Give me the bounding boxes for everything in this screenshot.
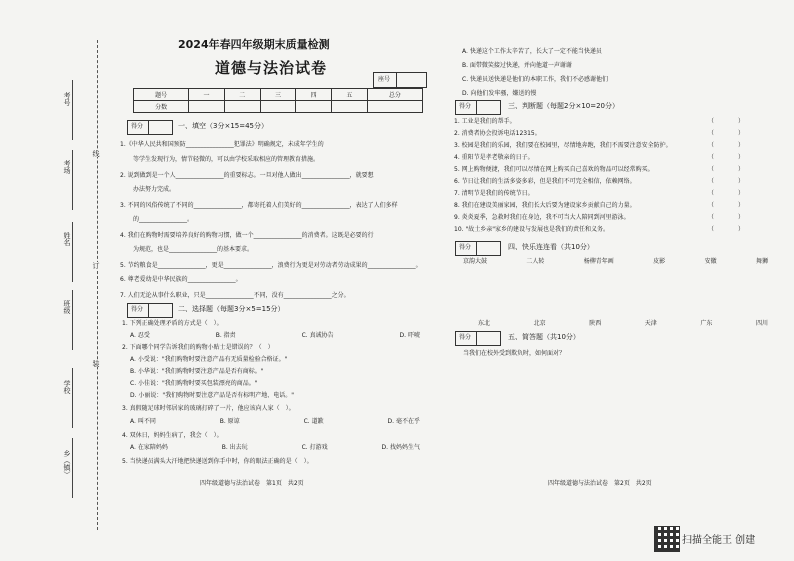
score-table	[133, 88, 423, 113]
question-text: 2. 下面哪个同学告诉我们的购物小贴士是错误的？（ ）	[122, 344, 274, 351]
binding-label-school: 学校	[63, 380, 71, 394]
score-header-cell: 一	[189, 89, 225, 101]
section2-title: 二、选择题（每题3分×5=15分）	[178, 305, 285, 313]
question-text: 7. 人们无论从事什么职业，只是________________不同，没有________________之分。	[120, 292, 350, 299]
option: C. 快递员送快递是他们的本职工作，我们不必感谢他们	[462, 76, 609, 83]
judgement-text: 3. 校园是我们的乐园，我们要在校园里，尽情地奔跑，我们不需要注意安全防护。	[454, 142, 672, 149]
option: C. 小佳说："我们购物时要买包装漂亮的商品。"	[130, 380, 258, 387]
option: D. 小丽说："我们购物时要注意产品是否有标明产地、电话。"	[130, 392, 294, 399]
section1-title: 一、填空（3分×15=45分）	[178, 122, 268, 130]
score-header-cell: 二	[224, 89, 260, 101]
section2-score-box	[127, 303, 173, 318]
match-item-bottom: 广东	[700, 320, 713, 327]
option: B. 指责	[215, 332, 236, 339]
question-text: 5. 当快递员满头大汗地把快递送到你手中时，你的眼法正确的是（ ）。	[122, 458, 313, 465]
page2-footer: 四年级道德与法治试卷 第2页 共2页	[548, 480, 652, 487]
answer-paren[interactable]: （ ）	[707, 142, 744, 149]
score-box-label: 得分	[459, 334, 472, 341]
option: B. 出去玩	[221, 444, 248, 451]
binding-line	[72, 368, 73, 428]
option: C. 真诚协告	[301, 332, 334, 339]
judgement-item	[454, 226, 744, 238]
answer-paren[interactable]: （ ）	[707, 214, 744, 221]
option: A. 忍受	[130, 332, 150, 339]
question-text: 办法努力完成。	[133, 186, 176, 193]
answer-paren[interactable]: （ ）	[707, 190, 744, 197]
score-box-label: 得分	[459, 244, 472, 251]
score-header-cell: 五	[332, 89, 368, 101]
option: C. 打游戏	[301, 444, 328, 451]
question-text: 4. 双休日，妈妈生病了，我会（ ）。	[122, 432, 223, 439]
option: D. 找妈妈生气	[381, 444, 420, 451]
judgement-text: 1. 工业是我们的帮手。	[454, 118, 516, 125]
section3-title: 三、判断题（每题2分×10=20分）	[508, 102, 619, 110]
option: C. 道歉	[303, 418, 324, 425]
judgement-list	[454, 118, 744, 238]
answer-paren[interactable]: （ ）	[707, 166, 744, 173]
judgement-item	[454, 214, 744, 226]
option: B. 面带微笑接过快递，并向他道一声谢谢	[462, 62, 572, 69]
binding-label-exam-room: 考场	[63, 160, 71, 174]
section4-score-box	[455, 241, 501, 256]
section1-score-box	[127, 120, 173, 135]
question-text: 2. 说到做到是一个人________________的重要标志。一旦对他人做出________________，就要想	[120, 172, 374, 179]
section4-title: 四、快乐连连看（共10分）	[508, 243, 594, 251]
binding-mark-bind: 订	[92, 262, 100, 269]
match-item-top: 安徽	[704, 258, 717, 265]
judgement-item	[454, 142, 744, 154]
seat-label: 座号	[378, 76, 391, 83]
option: B. 小华说："我们购物时要注意产品是否有商标。"	[130, 368, 264, 375]
option: A. 小受说："我们购物时要注意产品有无质量检验合格证。"	[130, 356, 288, 363]
judgement-item	[454, 178, 744, 190]
watermark-text: 扫描全能王 创建	[682, 535, 756, 546]
question-text: 的________________。	[133, 216, 194, 223]
score-box-label: 得分	[131, 123, 144, 130]
section5-title: 五、简答题（共10分）	[508, 333, 580, 341]
judgement-item	[454, 118, 744, 130]
match-item-top: 皮影	[653, 258, 666, 265]
page1-footer: 四年级道德与法治试卷 第1页 共2页	[200, 480, 304, 487]
question-text: 3. 不同的风俗传统了不同的________________，都寄托着人们美好的________________，表达了人们多样	[120, 202, 398, 209]
judgement-item	[454, 202, 744, 214]
answer-paren[interactable]: （ ）	[707, 202, 744, 209]
binding-label-exam-no: 考号	[63, 92, 71, 106]
option: D. 向他们发牢骚，嫌送的慢	[462, 90, 537, 97]
option: B. 原谅	[219, 418, 240, 425]
judgement-text: 9. 炎炎夏季，急救时我们在身边，我不可当大人陪同到河里游泳。	[454, 214, 630, 221]
judgement-item	[454, 166, 744, 178]
binding-line	[72, 222, 73, 282]
question-text: 1. 下列正确处理矛盾的方式是（ ）。	[122, 320, 223, 327]
judgement-text: 4. 重阳节是孝老敬亲的日子。	[454, 154, 534, 161]
option: D. 毫不在乎	[387, 418, 420, 425]
match-item-bottom: 天津	[644, 320, 657, 327]
score-header-cell: 题号	[134, 89, 189, 101]
match-item-bottom: 四川	[755, 320, 768, 327]
option: A. 快递这个工作太辛苦了，长大了一定不能当快递员	[462, 48, 602, 55]
exam-subject: 道德与法治试卷	[215, 59, 328, 77]
answer-paren[interactable]: （ ）	[707, 226, 744, 233]
score-header-cell: 总分	[367, 89, 422, 101]
judgement-text: 10. "故土乡亲"家乡的建设与发展也是我们的责任和义务。	[454, 226, 609, 233]
match-item-bottom: 东北	[478, 320, 491, 327]
binding-line	[72, 150, 73, 210]
binding-mark-pack: 装	[92, 360, 100, 367]
binding-line	[72, 290, 73, 350]
score-header-cell: 四	[296, 89, 332, 101]
judgement-text: 2. 消费者协会投诉电话12315。	[454, 130, 541, 137]
section5-score-box	[455, 331, 501, 346]
score-box-label: 得分	[459, 103, 472, 110]
score-row-label: 分数	[134, 101, 189, 113]
judgement-item	[454, 154, 744, 166]
score-header-cell: 三	[260, 89, 296, 101]
option: A. 在家陪妈妈	[130, 444, 168, 451]
answer-paren[interactable]: （ ）	[707, 178, 744, 185]
qr-code-icon	[654, 526, 680, 552]
binding-mark-line: 线	[92, 150, 100, 157]
judgement-item	[454, 190, 744, 202]
binding-label-township: 乡（镇）	[63, 450, 71, 478]
binding-dashed-line	[97, 40, 98, 530]
match-item-bottom: 北京	[533, 320, 546, 327]
question-text: 1.《中华人民共和国预防________________犯罪法》明确规定，未成年学生的	[120, 141, 324, 148]
question-text: 3. 真假随足球时邻居家的玻璃打碎了一片，他应该向人家（ ）。	[122, 405, 295, 412]
binding-line	[72, 80, 73, 140]
answer-paren[interactable]: （ ）	[707, 130, 744, 137]
short-answer-question: 当我们在校外受到欺负时，如何面对？	[463, 350, 566, 357]
question-text: 6. 尊老爱幼是中华民族的________________。	[120, 276, 242, 283]
judgement-text: 7. 清明节是我们的传统节日。	[454, 190, 534, 197]
match-item-top: 二人转	[526, 258, 545, 265]
exam-title: 2024年春四年级期末质量检测	[178, 38, 330, 51]
answer-paren[interactable]: （ ）	[707, 154, 744, 161]
judgement-item	[454, 130, 744, 142]
binding-label-class: 班级	[63, 300, 71, 314]
seat-box	[373, 72, 427, 88]
judgement-text: 8. 我们在建设美丽家园，我们长大后要为建设家乡贡献自己的力量。	[454, 202, 636, 209]
binding-line	[72, 438, 73, 498]
match-item-bottom: 陕西	[589, 320, 602, 327]
option: A. 叫不同	[130, 418, 156, 425]
match-item-top: 杨柳青年画	[583, 258, 614, 265]
option: D. 吓唬	[399, 332, 420, 339]
judgement-text: 6. 节日让我们的生活多姿多彩，但是我们不可完全相信，依赖网络。	[454, 178, 636, 185]
question-text: 等学生发现行为，情节轻微的，可以由学校采取相应的管理教育措施。	[133, 156, 320, 163]
question-text: 为规范，也是________________的基本要求。	[133, 246, 254, 253]
match-item-top: 舞狮	[755, 258, 768, 265]
section3-score-box	[455, 100, 501, 115]
answer-paren[interactable]: （ ）	[707, 118, 744, 125]
binding-label-name: 姓名	[63, 232, 71, 246]
score-box-label: 得分	[131, 306, 144, 313]
match-item-top: 京韵大鼓	[463, 258, 488, 265]
question-text: 4. 我们在购物时需要培养良好的购物习惯，做一个________________的消费者。这既是必要的行	[120, 232, 374, 239]
judgement-text: 5. 网上购物便捷，我们可以尽情在网上购买自己喜欢的物品可以经常购买。	[454, 166, 654, 173]
question-text: 5. 节约粮食是________________，更是________________，浪费行为更是对劳动者劳动成果的________________。	[120, 262, 422, 269]
